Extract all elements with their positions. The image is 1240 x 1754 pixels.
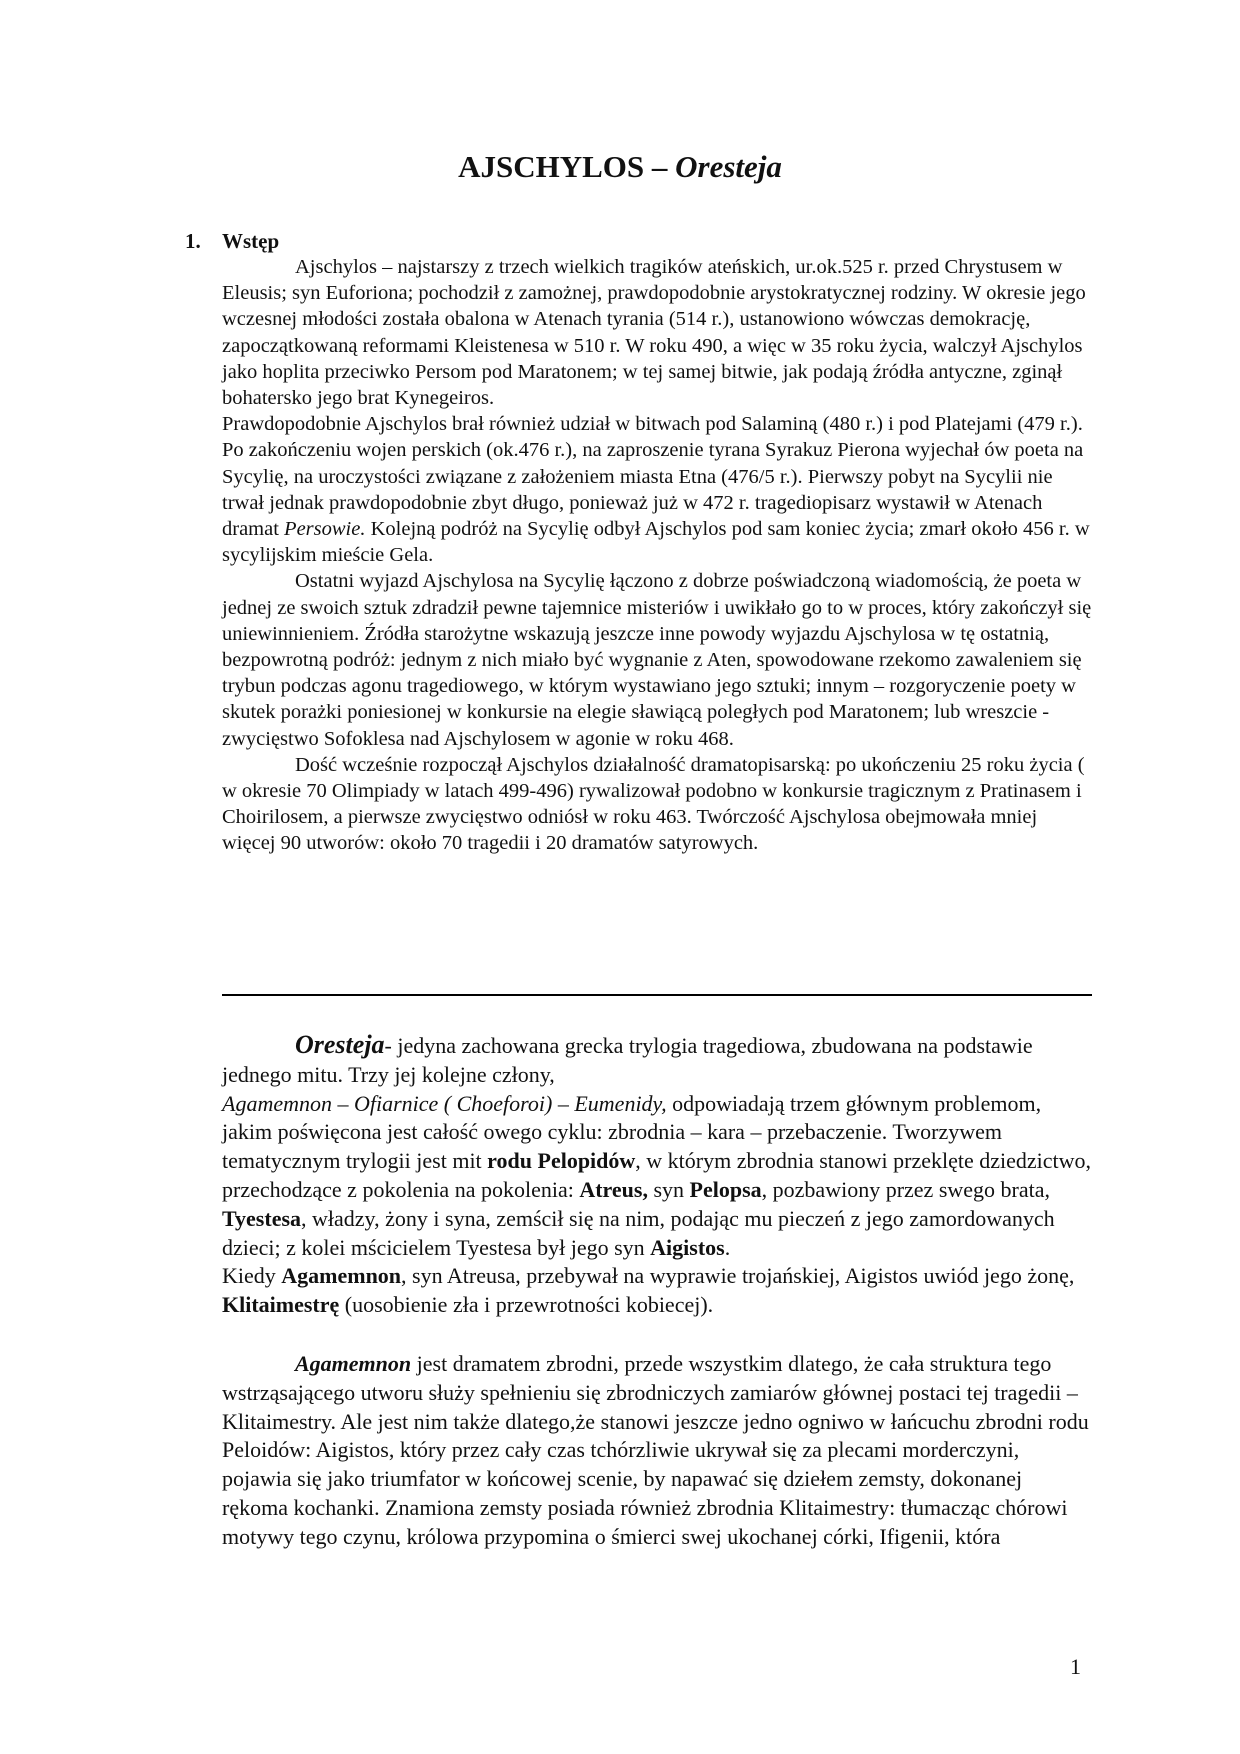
oresteja-text-3: , w którym zbrodnia stanowi przeklęte dziedzictwo, przechodzące z pokolenia na pokolenia: [222,1148,1092,1202]
play-title-persowie: Persowie. [284,518,366,541]
oresteja-text-2: odpowiadają trzem głównym problemom, jakim poświęcona jest całość owego cyklu: zbrodnia – kara – przebaczenie. Tworzywem tematycznym trylogii jest mit [222,1090,1042,1174]
paragraph-gap [222,1320,1092,1350]
oresteja-text-8: Kiedy [222,1263,282,1289]
oresteja-text-9: , syn Atreusa, przebywał na wyprawie trojańskiej, Aigistos uwiód jego żonę, [401,1263,1075,1289]
bold-term: Agamemnon [281,1263,402,1289]
oresteja-heading: Oresteja [295,1030,385,1059]
section-number: 1. [185,229,201,253]
page-number: 1 [1070,1654,1081,1679]
intro-p2-text-end: Kolejną podróż na Sycylię odbył Ajschylos pod sam koniec życia; zmarł około 456 r. w sycylijskim mieście Gela. [222,518,1090,567]
oresteja-text-10: (uosobienie zła i przewrotności kobiecej). [339,1292,714,1318]
agamemnon-text: jest dramatem zbrodni, przede wszystkim dlatego, że cała struktura tego wstrząsającego utworu służy spełnieniu się zbrodniczych zamiarów głównej postaci tej tragedii – Klitaimestry. Ale jest nim także dlatego,że stanowi jeszcze jedno ogniwo w łańcuchu zbrodni rodu Peloidów: Aigistos, który przez cały czas tchórzliwie ukrywał się za plecami morderczyni, pojawia się jako triumfator w końcowej scenie, by napawać się dziełem zemsty, dokonanej rękoma kochanki. Znamiona zemsty posiada również zbrodnia Klitaimestry: tłumacząc chórowi motywy tego czynu, królowa przypomina o śmierci swej ukochanej córki, Ifigenii, która [222,1350,1089,1549]
oresteja-text-5: , pozbawiony przez swego brata, [761,1176,1051,1202]
bold-term: Atreus, [579,1176,648,1202]
intro-paragraph-3: Ostatni wyjazd Ajschylosa na Sycylię łączono z dobrze poświadczoną wiadomością, że poeta w jednej ze swoich sztuk zdradził pewne tajemnice misteriów i uwikłało go to w proces, który zakończył się uniewinnieniem. Źródła starożytne wskazują jeszcze inne powody wyjazdu Ajschylosa w tę ostatnią, bezpowrotną podróż: jednym z nich miało być wygnanie z Aten, spowodowane rzekomo zawaleniem się trybun podczas agonu tragediowego, w którym wystawiano jego sztuki; innym – rozgoryczenie poety w skutek porażki poniesionej w konkursie na elegie sławiącą poległych pod Maratonem; lub wreszcie - zwycięstwo Sofoklesa nad Ajschylosem w agonie w roku 468. [222,570,1092,750]
bold-term: Aigistos [650,1234,725,1260]
intro-paragraph-2 [222,411,1092,568]
bold-term: rodu Pelopidów [487,1148,636,1174]
bold-term: Pelopsa [689,1176,762,1202]
oresteja-text-4: syn [647,1176,690,1202]
document-title [0,147,1240,187]
intro-text [222,254,1092,857]
agamemnon-heading: Agamemnon [295,1350,412,1376]
section-heading [185,229,279,253]
intro-paragraph-1: Ajschylos – najstarszy z trzech wielkich tragików ateńskich, ur.ok.525 r. przed Chrystusem w Eleusis; syn Euforiona; pochodził z zamożnej, prawdopodobnie arystokratycznej rodziny. W okresie jego wczesnej młodości została obalona w Atenach tyrania (514 r.), ustanowiono wówczas demokrację, zapoczątkowaną reformami Kleistenesa w 510 r. W roku 490, a więc w 35 roku życia, walczył Ajschylos jako hoplita przeciwko Persom pod Maratonem; w tej samej bitwie, jak podają źródła antyczne, zginął bohatersko jego brat Kynegeiros. [222,256,1086,410]
horizontal-rule [222,994,1092,996]
trilogy-plays: Agamemnon – Ofiarnice ( Choeforoi) – Eumenidy, [222,1090,667,1116]
oresteja-text-6: , władzy, żony i syna, zemścił się na nim, podając mu pieczeń z jego zamordowanych dzieci; z kolei mścicielem Tyestesa był jego syn [222,1205,1055,1260]
bold-term: Tyestesa [222,1205,302,1231]
title-separator: – [644,149,676,184]
oresteja-paragraph-2 [222,1262,1092,1320]
oresteja-text-7: . [724,1234,731,1260]
oresteja-text [222,1031,1092,1552]
section-title: Wstęp [222,229,280,253]
intro-paragraph-4: Dość wcześnie rozpoczął Ajschylos działalność dramatopisarską: po ukończeniu 25 roku życia ( w okresie 70 Olimpiady w latach 499-496) rywalizował podobno w konkursie tragicznym z Pratinasem i Choirilosem, a pierwsze zwycięstwo odniósł w roku 463. Twórczość Ajschylosa obejmowała mniej więcej 90 utworów: około 70 tragedii i 20 dramatów satyrowych. [222,753,1085,855]
agamemnon-paragraph [222,1350,1092,1552]
bold-term: Klitaimestrę [222,1292,340,1318]
oresteja-paragraph [222,1031,1092,1262]
title-author: AJSCHYLOS [458,149,645,184]
title-work: Oresteja [675,149,782,184]
intro-p2-text: Prawdopodobnie Ajschylos brał również udział w bitwach pod Salaminą (480 r.) i pod Platejami (479 r.). Po zakończeniu wojen perskich (ok.476 r.), na zaproszenie tyrana Syrakuz Pierona wyjechał ów poeta na Sycylię, na uroczystości związane z założeniem miasta Etna (476/5 r.). Pierwszy pobyt na Sycylii nie trwał jednak prawdopodobnie zbyt długo, ponieważ już w 472 r. tragediopisarz wystawił w Atenach dramat [222,413,1084,541]
oresteja-text-1: - jedyna zachowana grecka trylogia tragediowa, zbudowana na podstawie jednego mitu. Trzy jej kolejne człony, [222,1033,1033,1087]
